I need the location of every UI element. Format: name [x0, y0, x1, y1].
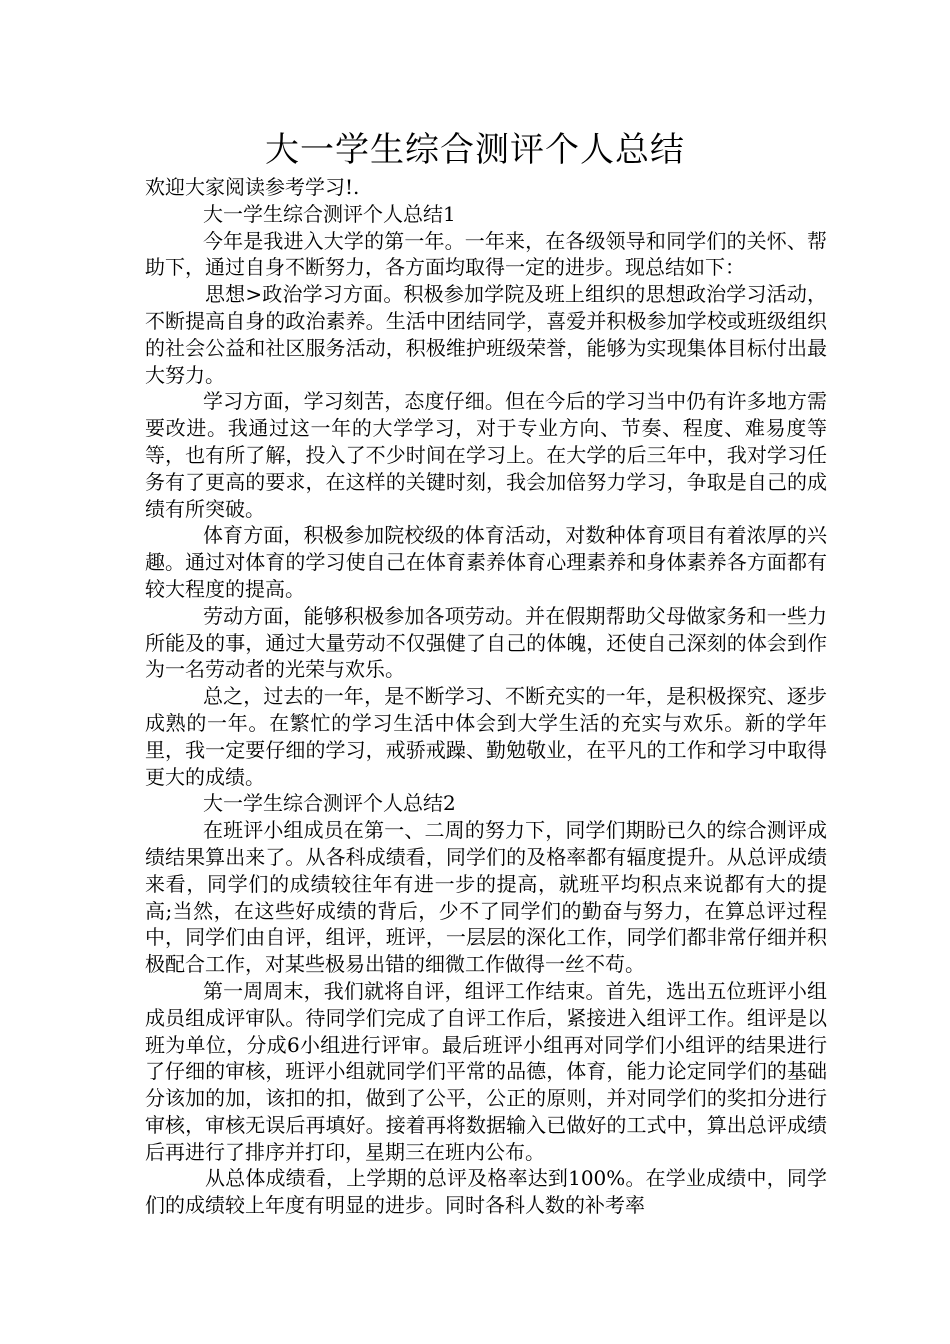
section-1-paragraph-2: 思想>政治学习方面。积极参加学院及班上组织的思想政治学习活动，不断提高自身的政治素养。生活中团结同学，喜爱并积极参加学校或班级组织的社会公益和社区服务活动，积极维护班级荣誉，能够为实现集体目标付出最大努力。 [145, 282, 827, 387]
section-1-heading: 大一学生综合测评个人总结1 [203, 201, 456, 226]
section-2-paragraph-2: 第一周周末，我们就将自评，组评工作结束。首先，选出五位班评小组成员组成评审队。待同学们完成了自评工作后，紧接进入组评工作。组评是以班为单位，分成6小组进行评审。最后班评小组再对同学们小组评的结果进行了仔细的审核，班评小组就同学们平常的品德，体育，能力论定同学们的基础分该加的加，该扣的扣，做到了公平，公正的原则，并对同学们的奖扣分进行审核，审核无误后再填好。接着再将数据输入已做好的工式中，算出总评成绩后再进行了排序并打印，星期三在班内公布。 [145, 978, 827, 1164]
section-1-paragraph-3: 学习方面，学习刻苦，态度仔细。但在今后的学习当中仍有许多地方需要改进。我通过这一年的大学学习，对于专业方向、节奏、程度、难易度等等，也有所了解，投入了不少时间在学习上。在大学的后三年中，我对学习任务有了更高的要求，在这样的关键时刻，我会加倍努力学习，争取是自己的成绩有所突破。 [145, 389, 827, 521]
document-body [145, 174, 827, 1219]
section-2-heading: 大一学生综合测评个人总结2 [203, 791, 456, 816]
section-2-paragraph-3: 从总体成绩看，上学期的总评及格率达到100%。在学业成绩中，同学们的成绩较上年度有明显的进步。同时各科人数的补考率 [145, 1166, 827, 1218]
section-1-paragraph-6: 总之，过去的一年，是不断学习、不断充实的一年，是积极探究、逐步成熟的一年。在繁忙的学习生活中体会到大学生活的充实与欢乐。新的学年里，我一定要仔细的学习，戒骄戒躁、勤勉敬业，在平凡的工作和学习中取得更大的成绩。 [145, 684, 827, 789]
section-1-paragraph-1: 今年是我进入大学的第一年。一年来，在各级领导和同学们的关怀、帮助下，通过自身不断努力，各方面均取得一定的进步。现总结如下： [145, 228, 827, 280]
section-2-paragraph-1: 在班评小组成员在第一、二周的努力下，同学们期盼已久的综合测评成绩结果算出来了。从各科成绩看，同学们的及格率都有辐度提升。从总评成绩来看，同学们的成绩较往年有进一步的提高，就班平均积点来说都有大的提高;当然，在这些好成绩的背后，少不了同学们的勤奋与努力，在算总评过程中，同学们由自评，组评，班评，一层层的深化工作，同学们都非常仔细并积极配合工作，对某些极易出错的细微工作做得一丝不苟。 [145, 818, 827, 977]
section-1-paragraph-4: 体育方面，积极参加院校级的体育活动，对数种体育项目有着浓厚的兴趣。通过对体育的学习使自己在体育素养体育心理素养和身体素养各方面都有较大程度的提高。 [145, 523, 827, 601]
document-title: 大一学生综合测评个人总结 [265, 130, 685, 170]
section-1-paragraph-5: 劳动方面，能够积极参加各项劳动。并在假期帮助父母做家务和一些力所能及的事，通过大量劳动不仅强健了自己的体魄，还使自己深刻的体会到作为一名劳动者的光荣与欢乐。 [145, 603, 827, 682]
intro-line: 欢迎大家阅读参考学习!. [145, 175, 360, 199]
